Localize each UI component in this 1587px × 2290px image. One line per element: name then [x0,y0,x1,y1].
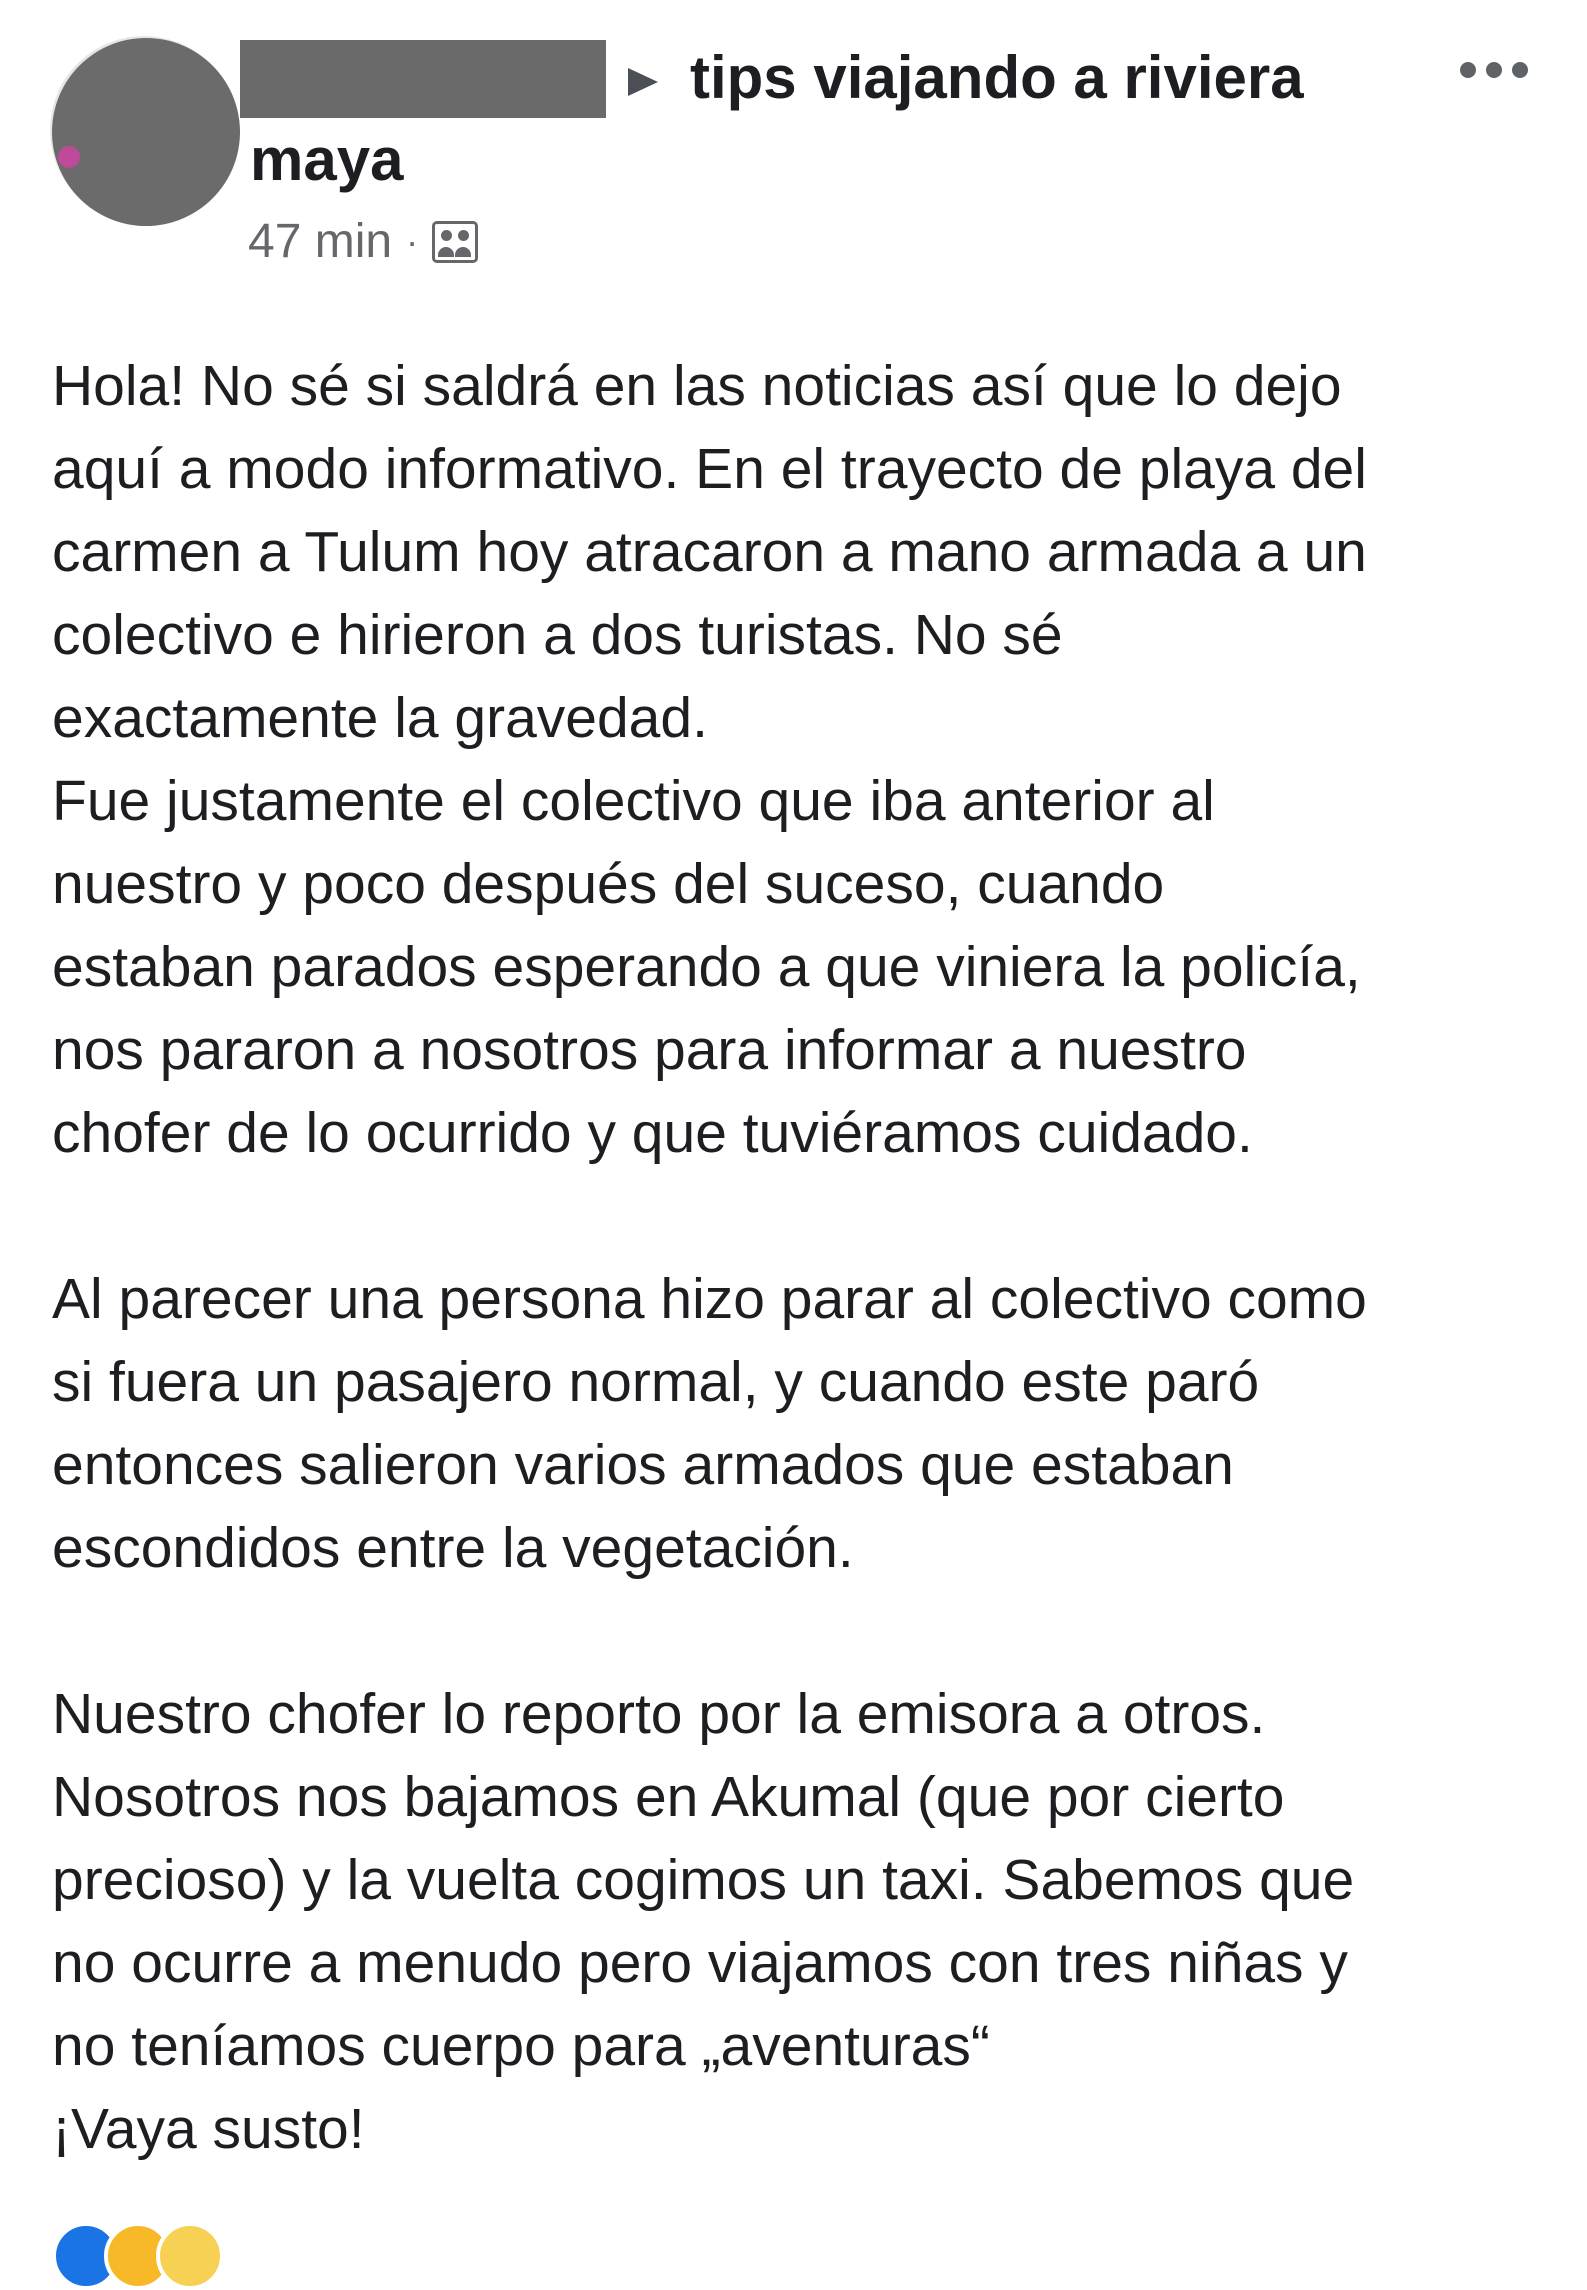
body-line: Nuestro chofer lo reporto por la emisora a otros. [52,1682,1266,1746]
post-timestamp[interactable]: 47 min [248,215,393,268]
group-title[interactable]: tips viajando a riviera [690,44,1304,111]
body-line: si fuera un pasajero normal, y cuando este paró [52,1350,1260,1414]
avatar[interactable] [52,38,240,226]
reactions-summary[interactable] [52,2222,208,2290]
paragraph-gap [52,1590,1572,1673]
group-title-continued[interactable]: maya [250,126,404,193]
more-options-icon[interactable] [1460,62,1528,78]
post-body [52,345,1572,2171]
body-line: estaban parados esperando a que viniera la policía, [52,935,1361,999]
body-line: Fue justamente el colectivo que iba anterior al [52,769,1215,833]
body-line: escondidos entre la vegetación. [52,1516,854,1580]
body-line: precioso) y la vuelta cogimos un taxi. Sabemos que [52,1848,1355,1912]
post-header [0,0,1587,300]
body-line: Hola! No sé si saldrá en las noticias así que lo dejo [52,354,1342,418]
body-line: ¡Vaya susto! [52,2097,365,2161]
post-meta [248,210,478,274]
paragraph-2 [52,1258,1572,1590]
paragraph-3 [52,1673,1572,2171]
body-line: Al parecer una persona hizo parar al colectivo como [52,1267,1367,1331]
avatar-accent [58,146,80,168]
body-line: nuestro y poco después del suceso, cuando [52,852,1165,916]
body-line: Nosotros nos bajamos en Akumal (que por cierto [52,1765,1285,1829]
body-line: chofer de lo ocurrido y que tuviéramos cuidado. [52,1101,1253,1165]
haha-icon [156,2222,224,2290]
paragraph-1 [52,345,1572,1175]
body-line: nos pararon a nosotros para informar a nuestro [52,1018,1247,1082]
paragraph-gap [52,1175,1572,1258]
body-line: colectivo e hirieron a dos turistas. No sé [52,603,1063,667]
body-line: carmen a Tulum hoy atracaron a mano armada a un [52,520,1367,584]
meta-separator: · [406,221,419,262]
body-line: no teníamos cuerpo para „aventuras“ [52,2014,990,2078]
body-line: exactamente la gravedad. [52,686,708,750]
body-line: no ocurre a menudo pero viajamos con tres niñas y [52,1931,1348,1995]
redacted-author-name[interactable] [240,40,606,118]
arrow-right-icon [628,68,658,96]
body-line: aquí a modo informativo. En el trayecto de playa del [52,437,1367,501]
body-line: entonces salieron varios armados que estaban [52,1433,1234,1497]
group-audience-icon[interactable] [432,221,478,263]
